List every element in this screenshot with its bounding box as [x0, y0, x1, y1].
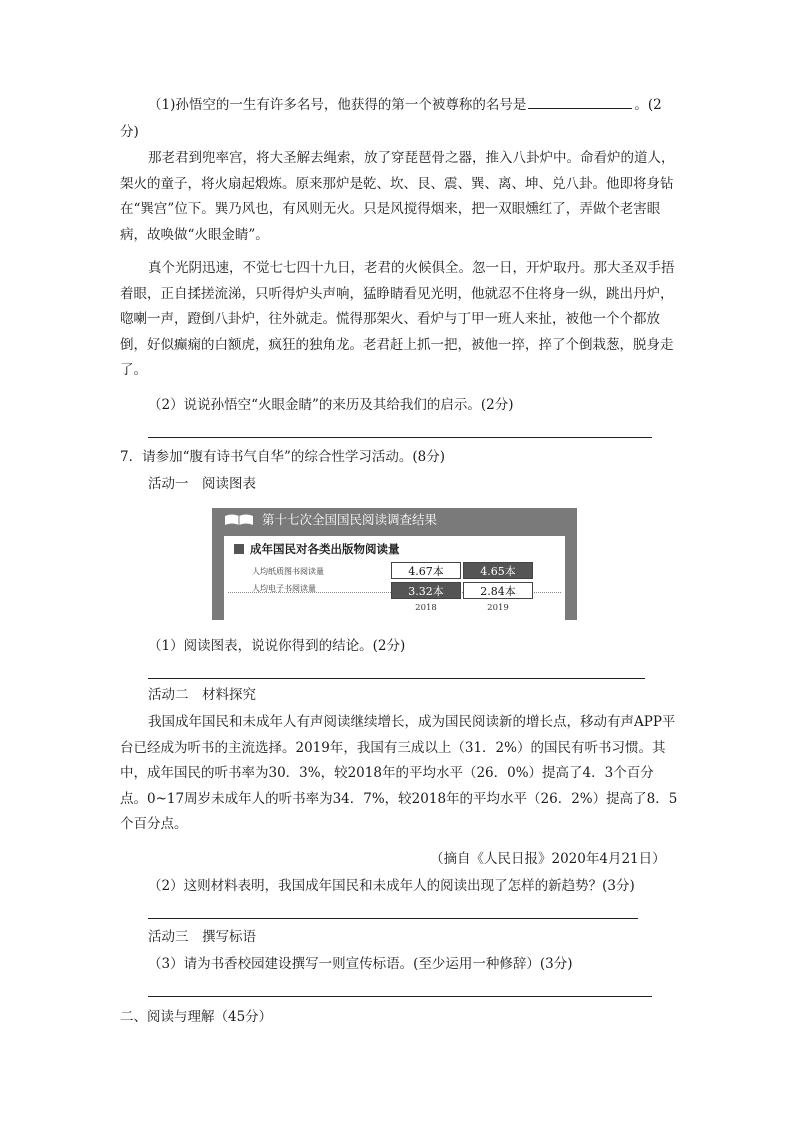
chart-title: 第十七次全国国民阅读调查结果	[262, 512, 438, 527]
year-label-2018: 2018	[415, 603, 437, 613]
answer-line[interactable]	[148, 996, 652, 997]
passage-paragraph-1: 那老君到兜率宫，将大圣解去绳索，放了穿琵琶骨之器，推入八卦炉中。命看炉的道人，架火的童子，将火扇起煅炼。原来那炉是乾、坎、艮、震、巽、离、坤、兑八卦。他即将身钻在“巽宫”位下。巽乃风也，有风则无火。只是风搅得烟来，把一双眼燻红了，弄做个老害眼病，故唤做“火眼金睛”。	[120, 150, 675, 243]
answer-blank[interactable]	[528, 94, 632, 109]
row-label-ebook: 人均电子书阅读量	[252, 584, 316, 593]
question-7-heading: 7．请参加“腹有诗书气自华”的综合性学习活动。(8分)	[120, 449, 446, 465]
cell-ebook-2019: 2.84本	[463, 582, 533, 599]
activity-3-heading: 活动三 撰写标语	[148, 929, 256, 945]
chart-subtitle	[234, 540, 400, 558]
activity-2-heading: 活动二 材料探究	[148, 687, 256, 703]
question-6-1	[148, 93, 688, 118]
question-7-3: （3）请为书香校园建设撰写一则宣传标语。(至少运用一种修辞）(3分)	[148, 956, 573, 972]
material-source: （摘自《人民日报》2020年4月21日）	[430, 851, 666, 867]
row-label-paper: 人均纸质图书阅读量	[252, 567, 324, 576]
material-paragraph: 我国成年国民和未成年人有声阅读继续增长，成为国民阅读新的增长点，移动有声APP平台已经成为听书的主流选择。2019年，我国有三成以上（31．2%）的国民有听书习惯。其中，成年国民的听书率为30．3%，较2018年的平均水平（26．0%）提高了4．3个百分点。0~17周岁未成年人的听书率为34．7%，较2018年的平均水平（26．2%）提高了8．5个百分点。	[120, 714, 678, 832]
reading-survey-chart	[212, 508, 577, 620]
answer-line[interactable]	[148, 918, 638, 919]
question-6-2: （2）说说孙悟空“火眼金睛”的来历及其给我们的启示。(2分)	[148, 397, 514, 413]
cell-ebook-2018: 3.32本	[391, 582, 461, 599]
year-label-2019: 2019	[487, 603, 509, 613]
activity-1-heading: 活动一 阅读图表	[148, 476, 256, 492]
open-book-icon	[224, 513, 254, 527]
cell-paper-2018: 4.67本	[391, 562, 461, 579]
answer-line[interactable]	[148, 678, 645, 679]
section-2-heading: 二、阅读与理解（45分）	[120, 1009, 273, 1025]
question-7-1: （1）阅读图表，说说你得到的结论。(2分)	[148, 638, 406, 654]
passage-paragraph-2: 真个光阴迅速，不觉七七四十九日，老君的火候俱全。忽一日，开炉取丹。那大圣双手捂着眼，正自揉搓流涕，只听得炉头声响，猛睁睛看见光明，他就忍不住将身一纵，跳出丹炉，唿喇一声，蹬倒八卦炉，往外就走。慌得那架火、看炉与丁甲一班人来扯，被他一个个都放倒，好似癫痫的白额虎，疯狂的独角龙。老君赶上抓一把，被他一捽，捽了个倒栽葱，脱身走了。	[120, 260, 675, 378]
question-6-1-score-cont: 分)	[120, 124, 139, 140]
question-6-1-score: 。(2	[634, 97, 662, 113]
legend-square-icon	[234, 544, 244, 554]
question-6-1-text: （1)孙悟空的一生有许多名号，他获得的第一个被尊称的名号是	[148, 97, 527, 113]
chart-subtitle-text: 成年国民对各类出版物阅读量	[250, 542, 400, 556]
question-7-2: （2）这则材料表明，我国成年国民和未成年人的阅读出现了怎样的新趋势？(3分)	[148, 878, 635, 894]
chart-title-bar	[212, 508, 577, 532]
chart-panel	[224, 536, 565, 620]
answer-line[interactable]	[148, 437, 652, 438]
cell-paper-2019: 4.65本	[463, 562, 533, 579]
